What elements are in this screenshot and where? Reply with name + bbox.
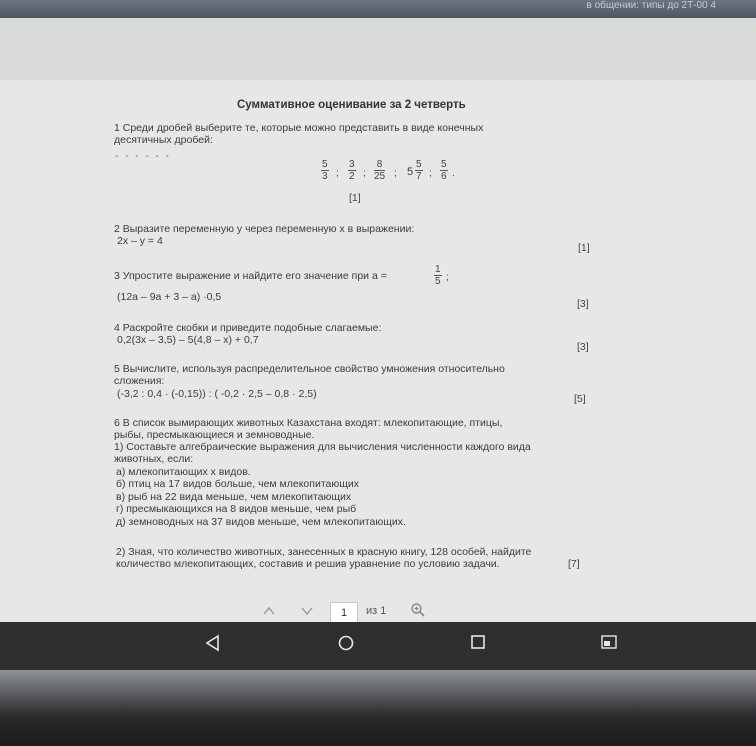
- device-bezel-bottom: [0, 670, 756, 746]
- q6-line4: животных, если:: [114, 453, 194, 465]
- sep: ;: [429, 168, 432, 179]
- q3-fraction-num: 1: [435, 264, 441, 275]
- q1-line1: 1 Среди дробей выберите те, которые можно представить в виде конечных: [114, 122, 484, 134]
- fraction-3-den: 25: [374, 171, 386, 182]
- q6-item-a: а) млекопитающих x видов.: [116, 466, 251, 478]
- fraction-4-whole: 5: [407, 166, 414, 178]
- fraction-1: [321, 159, 329, 182]
- q1-points: [1]: [349, 192, 361, 204]
- q2-points: [1]: [578, 242, 590, 254]
- page-number-input[interactable]: 1: [330, 602, 358, 624]
- sep: ;: [394, 168, 397, 179]
- q2-line1: 2 Выразите переменную у через переменную х в выражении:: [114, 223, 415, 235]
- q3-fraction: [434, 264, 442, 287]
- window-title: в общении: типы до 2Т-00 4: [586, 0, 716, 11]
- q6-item-e: д) земноводных на 37 видов меньше, чем млекопитающих.: [116, 516, 406, 528]
- q3-points: [3]: [577, 298, 589, 310]
- sep: ;: [336, 168, 339, 179]
- q3-fraction-den: 5: [435, 276, 441, 287]
- q3-line2: (12а – 9а + 3 – а) ·0,5: [117, 291, 222, 303]
- fraction-1-den: 3: [322, 171, 328, 182]
- fraction-5-den: 6: [441, 171, 447, 182]
- fraction-3-num: 8: [374, 159, 385, 171]
- fraction-1-num: 5: [322, 159, 328, 170]
- page-count: из 1: [366, 605, 387, 617]
- q6-item-d: г) пресмыкающихся на 8 видов меньше, чем рыб: [116, 503, 357, 515]
- doc-title: Суммативное оценивание за 2 четверть: [237, 99, 466, 111]
- fraction-2-num: 3: [349, 159, 355, 170]
- chevron-down-icon[interactable]: [300, 604, 314, 618]
- q4-line2: 0,2(3х – 3,5) – 5(4,8 – х) + 0,7: [117, 334, 259, 346]
- q6-line1: 6 В список вымирающих животных Казахстана входят: млекопитающие, птицы,: [114, 417, 503, 429]
- fraction-3: [374, 159, 385, 182]
- fraction-2-den: 2: [349, 171, 355, 182]
- chevron-up-icon[interactable]: [262, 604, 276, 618]
- recents-icon[interactable]: [470, 634, 486, 650]
- zoom-in-icon[interactable]: [410, 602, 426, 618]
- system-nav-bar: [0, 622, 756, 670]
- q4-line1: 4 Раскройте скобки и приведите подобные слагаемые:: [114, 322, 382, 334]
- sep: .: [452, 168, 455, 179]
- fraction-5-num: 5: [441, 159, 447, 170]
- q1-line2: десятичных дробей:: [114, 134, 213, 146]
- page-navigator: [250, 600, 450, 624]
- q3-line1: 3 Упростите выражение и найдите его значение при а =: [114, 270, 387, 282]
- q6-points: [7]: [568, 558, 580, 570]
- q5-points: [5]: [574, 393, 586, 405]
- fraction-4-den: 7: [416, 171, 422, 182]
- fraction-4-num: 5: [416, 159, 422, 170]
- sep: ;: [446, 272, 449, 283]
- fraction-4: [415, 159, 423, 182]
- q5-line1: 5 Вычислите, используя распределительное свойство умножения относительно: [114, 363, 505, 375]
- q2-line2: 2х – у = 4: [117, 235, 163, 247]
- sep: ;: [363, 168, 366, 179]
- fraction-2: [348, 159, 356, 182]
- q6-line6: количество млекопитающих, составив и решив уравнение по условию задачи.: [116, 558, 500, 570]
- q4-points: [3]: [577, 341, 589, 353]
- q6-line5: 2) Зная, что количество животных, занесенных в красную книгу, 128 особей, найдите: [116, 546, 532, 558]
- q6-line2: рыбы, пресмыкающиеся и земноводные.: [114, 429, 315, 441]
- q5-line2: сложения:: [114, 375, 165, 387]
- home-icon[interactable]: [337, 634, 355, 652]
- back-icon[interactable]: [204, 634, 220, 652]
- top-bar: [0, 0, 756, 18]
- q5-line3: (-3,2 : 0,4 · (-0,15)) : ( -0,2 · 2,5 – 0,8 · 2,5): [117, 388, 317, 400]
- screen-mode-icon[interactable]: [600, 634, 618, 650]
- q6-line3: 1) Составьте алгебраические выражения для вычисления численности каждого вида: [114, 441, 531, 453]
- q6-item-c: в) рыб на 22 вида меньше, чем млекопитающих: [116, 491, 352, 503]
- q1-dashes: - - - - - -: [115, 151, 171, 162]
- q6-item-b: б) птиц на 17 видов больше, чем млекопитающих: [116, 478, 359, 490]
- toolbar-area: [0, 18, 756, 80]
- fraction-5: [440, 159, 448, 182]
